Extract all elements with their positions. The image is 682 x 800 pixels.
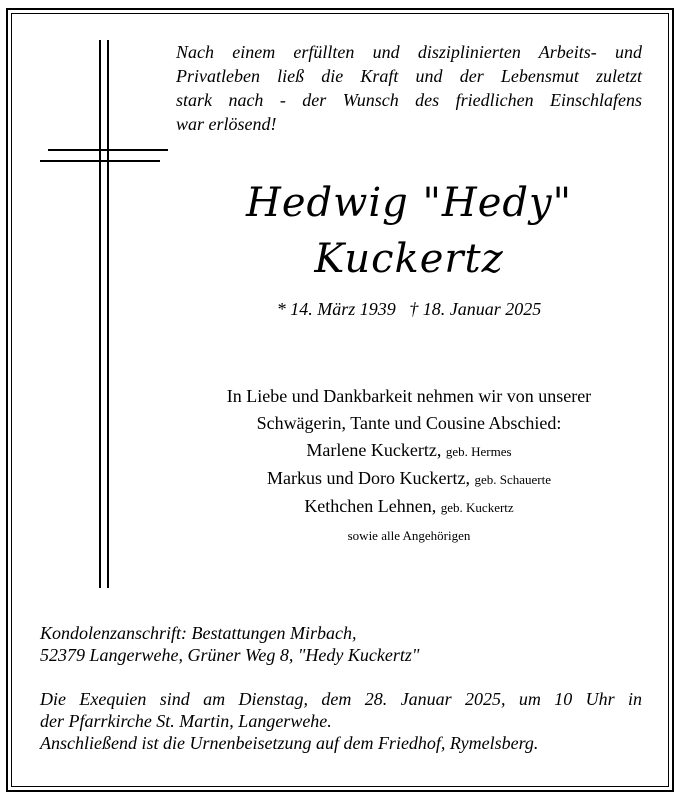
condolence-line: 52379 Langerwehe, Grüner Weg 8, "Hedy Kuckertz"	[40, 645, 420, 665]
cross-horizontal-bar-bottom	[40, 160, 160, 162]
condolence-line: Kondolenzanschrift: Bestattungen Mirbach,	[40, 623, 357, 643]
intro-quote	[176, 40, 642, 136]
farewell-line: Schwägerin, Tante und Cousine Abschied:	[256, 413, 562, 433]
service-line: Anschließend ist die Urnenbeisetzung auf dem Friedhof, Rymelsberg.	[40, 733, 539, 753]
mourner-name: Kethchen Lehnen,	[304, 496, 437, 516]
cross-vertical-bar-right	[107, 40, 109, 588]
service-line: Die Exequien sind am Dienstag, dem 28. Januar 2025, um 10 Uhr in	[40, 689, 642, 709]
intro-line: Privatleben ließ die Kraft und der Lebensmut zuletzt	[176, 66, 642, 86]
condolence-address	[40, 622, 642, 666]
mourner-entry	[176, 437, 642, 465]
life-dates	[176, 299, 642, 320]
mourner-birth-name: geb. Kuckertz	[440, 500, 514, 515]
intro-line: stark nach - der Wunsch des friedlichen Einschlafens	[176, 90, 642, 110]
mourner-birth-name: geb. Schauerte	[474, 472, 551, 487]
mourner-birth-name: geb. Hermes	[445, 444, 512, 459]
mourner-name: Markus und Doro Kuckertz,	[267, 468, 470, 488]
death-date: † 18. Januar 2025	[409, 299, 542, 319]
service-line: der Pfarrkirche St. Martin, Langerwehe.	[40, 711, 332, 731]
mourner-entry	[176, 465, 642, 493]
mourner-entry	[176, 493, 642, 521]
farewell-line: In Liebe und Dankbarkeit nehmen wir von unserer	[226, 386, 592, 406]
deceased-name-first: Hedwig "Hedy"	[245, 180, 573, 226]
birth-date: * 14. März 1939	[276, 299, 396, 319]
cross-horizontal-bar-top	[48, 149, 168, 151]
mourners-block	[176, 383, 642, 551]
cross-vertical-bar-left	[99, 40, 101, 588]
other-relatives: sowie alle Angehörigen	[347, 528, 471, 543]
intro-line: Nach einem erfüllten und disziplinierten Arbeits- und	[176, 42, 642, 62]
intro-line: war erlösend!	[176, 114, 277, 134]
deceased-name-last: Kuckertz	[314, 236, 504, 282]
mourner-name: Marlene Kuckertz,	[306, 440, 442, 460]
service-info	[40, 688, 642, 754]
